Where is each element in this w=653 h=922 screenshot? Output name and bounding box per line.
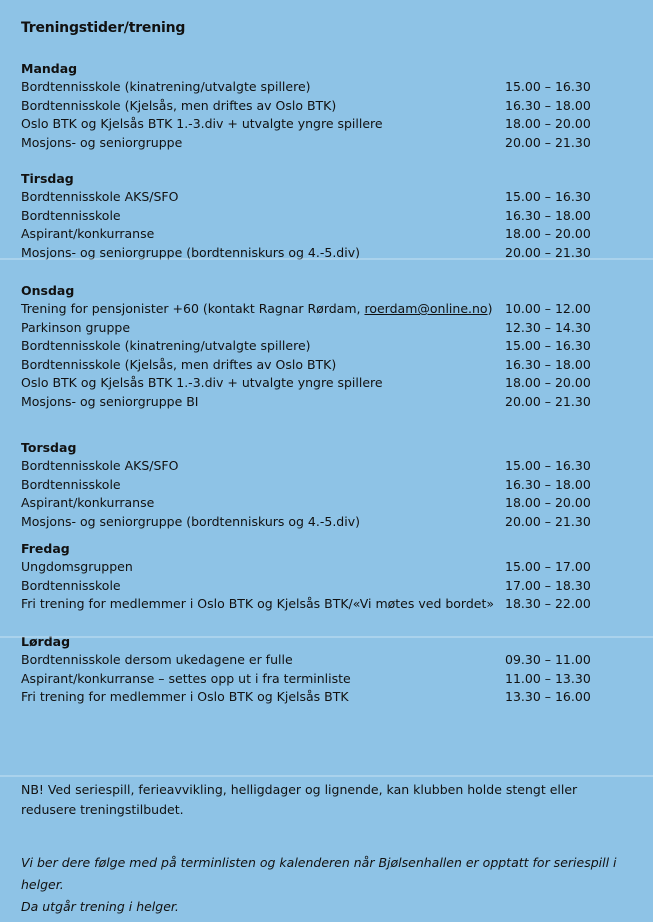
activity-text-suffix: ) [487,301,493,316]
day-name: Torsdag [21,440,77,455]
day-section [21,170,621,262]
time-range: 15.00 – 16.30 [505,189,591,204]
activity-text: Oslo BTK og Kjelsås BTK 1.-3.div + utvalgte yngre spillere [21,375,383,391]
activity-text: Fri trening for medlemmer i Oslo BTK og Kjelsås BTK/«Vi møtes ved bordet» [21,596,495,612]
activity-label [21,670,351,689]
time-range: 09.30 – 11.00 [505,652,591,667]
activity-label [21,374,383,393]
schedule-row [21,577,621,596]
activity-label [21,319,130,338]
schedule-row [21,115,621,134]
fold-line [0,636,653,638]
schedule-row [21,300,621,319]
time-range: 15.00 – 16.30 [505,79,591,94]
day-section [21,540,621,614]
activity-text: Mosjons- og seniorgruppe BI [21,393,199,409]
time-range: 20.00 – 21.30 [505,244,591,260]
activity-text: Bordtennisskole [21,207,121,223]
time-range: 16.30 – 18.00 [505,97,591,113]
footer-line: Vi ber dere følge med på terminlisten og kalenderen når Bjølsenhallen er opptatt for seriespill i helger. [21,855,617,892]
activity-text: Mosjons- og seniorgruppe (bordtenniskurs og 4.-5.div) [21,244,360,260]
schedule-row [21,337,621,356]
time-range: 18.00 – 20.00 [505,226,591,242]
activity-label [21,651,293,670]
activity-label [21,207,121,226]
time-range: 13.30 – 16.00 [505,689,591,705]
schedule-row [21,374,621,393]
time-range: 12.30 – 14.30 [505,319,591,335]
schedule-row [21,207,621,226]
activity-label [21,97,336,116]
schedule-row [21,651,621,670]
activity-label [21,494,154,513]
activity-text: Bordtennisskole AKS/SFO [21,458,179,473]
day-section [21,439,621,531]
day-section [21,282,621,412]
page-title: Treningstider/trening [21,20,186,36]
schedule-row [21,225,621,244]
time-range: 15.00 – 16.30 [505,338,591,354]
schedule-row [21,393,621,412]
schedule-row [21,476,621,495]
day-name: Onsdag [21,283,75,298]
schedule-row [21,670,621,689]
activity-label [21,225,154,244]
time-range: 18.00 – 20.00 [505,116,591,132]
schedule-row [21,319,621,338]
time-range: 20.00 – 21.30 [505,393,591,409]
schedule-row [21,356,621,375]
time-range: 15.00 – 17.00 [505,559,591,574]
activity-label [21,78,311,97]
activity-text: Mosjons- og seniorgruppe [21,134,183,150]
email-link[interactable]: roerdam@online.no [364,301,488,316]
activity-label [21,457,178,476]
footer-text [21,852,651,918]
schedule-row [21,494,621,513]
schedule-row [21,558,621,577]
day-name: Fredag [21,541,70,556]
day-section [21,60,621,152]
time-range: 16.30 – 18.00 [505,207,591,223]
activity-label [21,115,383,134]
time-range: 16.30 – 18.00 [505,356,591,372]
activity-text: Mosjons- og seniorgruppe (bordtenniskurs og 4.-5.div) [21,513,360,529]
activity-label [21,356,336,375]
activity-text: Bordtennisskole (kinatrening/utvalgte spillere) [21,79,311,94]
time-range: 16.30 – 18.00 [505,476,591,492]
activity-text: Bordtennisskole AKS/SFO [21,189,179,204]
activity-text: Fri trening for medlemmer i Oslo BTK og Kjelsås BTK [21,689,349,705]
activity-label [21,393,199,412]
fold-line [0,775,653,777]
notice-text: NB! Ved seriespill, ferieavvikling, helligdager og lignende, kan klubben holde stengt eller redusere treningstilbudet. [21,782,578,817]
activity-label [21,513,360,532]
activity-text: Bordtennisskole (Kjelsås, men driftes av Oslo BTK) [21,97,337,113]
time-range: 20.00 – 21.30 [505,513,591,529]
time-range: 18.30 – 22.00 [505,596,591,612]
footer-line: Da utgår trening i helger. [21,899,179,914]
day-name: Lørdag [21,634,71,649]
time-range: 20.00 – 21.30 [505,134,591,150]
activity-text: Aspirant/konkurranse [21,495,155,511]
time-range: 18.00 – 20.00 [505,495,591,511]
activity-label [21,595,494,614]
schedule-row [21,97,621,116]
activity-label [21,300,492,319]
activity-text: Bordtennisskole [21,577,121,593]
schedule-row [21,78,621,97]
activity-label [21,688,349,707]
time-range: 15.00 – 16.30 [505,458,591,473]
activity-text: Parkinson gruppe [21,319,131,335]
fold-line [0,258,653,260]
activity-label [21,188,178,207]
schedule-row [21,688,621,707]
day-section [21,633,621,707]
activity-text: Trening for pensjonister +60 (kontakt Ragnar Rørdam, [21,301,365,316]
activity-text: Oslo BTK og Kjelsås BTK 1.-3.div + utvalgte yngre spillere [21,116,383,132]
activity-text: Aspirant/konkurranse – settes opp ut i fra terminliste [21,670,351,686]
activity-text: Bordtennisskole dersom ukedagene er fulle [21,652,293,667]
activity-text: Bordtennisskole (Kjelsås, men driftes av Oslo BTK) [21,356,337,372]
time-range: 17.00 – 18.30 [505,577,591,593]
time-range: 11.00 – 13.30 [505,670,591,686]
day-name: Mandag [21,61,78,76]
time-range: 18.00 – 20.00 [505,375,591,391]
day-name: Tirsdag [21,171,74,186]
activity-text: Ungdomsgruppen [21,559,133,574]
activity-text: Bordtennisskole (kinatrening/utvalgte spillere) [21,338,311,354]
activity-text: Aspirant/konkurranse [21,226,155,242]
activity-text: Bordtennisskole [21,476,121,492]
schedule-row [21,513,621,532]
activity-label [21,134,182,153]
schedule-row [21,457,621,476]
activity-label [21,577,121,596]
time-range: 10.00 – 12.00 [505,301,591,316]
schedule-row [21,595,621,614]
activity-label [21,337,311,356]
activity-label [21,558,133,577]
schedule-row [21,188,621,207]
activity-label [21,476,121,495]
schedule-row [21,134,621,153]
